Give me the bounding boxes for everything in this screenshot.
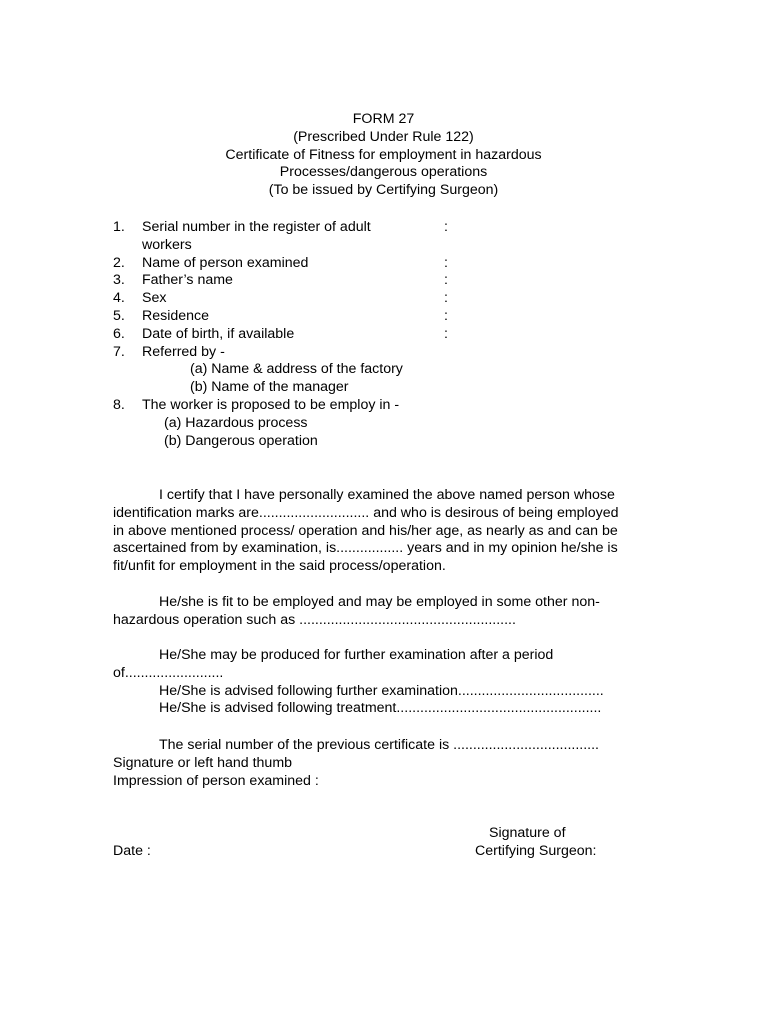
form-number: FORM 27 <box>352 111 415 127</box>
rule-reference: (Prescribed Under Rule 122) <box>293 128 474 145</box>
further-exam-paragraph <box>113 647 658 718</box>
paragraph-line: He/she is fit to be employed and may be employed in some other non- <box>159 594 600 610</box>
list-item <box>113 397 673 415</box>
paragraph-line: identification marks are............................ and who is desirous of being employed <box>113 504 619 521</box>
certificate-title-line2: Processes/dangerous operations <box>279 164 488 181</box>
sub-item-label: (a) Hazardous process <box>164 414 308 431</box>
sub-item-label: (b) Name of the manager <box>190 379 349 396</box>
list-item-continuation <box>113 237 673 255</box>
item-number: 4. <box>113 290 125 307</box>
signature-label: Signature of <box>489 825 566 841</box>
item-number: 6. <box>113 325 125 342</box>
certifying-surgeon-label: Certifying Surgeon: <box>475 843 597 859</box>
certificate-title-line1: Certificate of Fitness for employment in hazardous <box>225 146 542 163</box>
paragraph-line: He/She may be produced for further examination after a period <box>159 647 554 663</box>
form-items-list <box>113 219 673 450</box>
sub-item <box>113 433 673 451</box>
paragraph-line: I certify that I have personally examined the above named person whose <box>159 487 615 503</box>
item-number: 8. <box>113 396 125 413</box>
fit-other-paragraph <box>113 594 658 630</box>
thumb-signature-label: Signature or left hand thumb <box>113 754 293 771</box>
list-item <box>113 290 673 308</box>
item-colon: : <box>444 219 448 235</box>
item-label: Sex <box>142 290 167 307</box>
list-item <box>113 308 673 326</box>
list-item <box>113 219 673 237</box>
sub-item-label: (b) Dangerous operation <box>164 432 318 449</box>
item-colon: : <box>444 272 448 289</box>
item-number: 5. <box>113 307 125 324</box>
form-header <box>113 111 654 200</box>
item-colon: : <box>444 254 448 271</box>
paragraph-line: hazardous operation such as ....................................................... <box>113 611 516 628</box>
paragraph-line: in above mentioned process/ operation and his/her age, as nearly as and can be <box>113 522 618 539</box>
sub-item-label: (a) Name & address of the factory <box>190 361 403 378</box>
item-colon: : <box>444 307 448 324</box>
item-label: Serial number in the register of adult <box>142 219 371 235</box>
paragraph-line: fit/unfit for employment in the said process/operation. <box>113 558 446 575</box>
item-label-cont: workers <box>142 236 192 253</box>
item-colon: : <box>444 325 448 342</box>
list-item <box>113 272 673 290</box>
item-number: 2. <box>113 254 125 271</box>
item-label: Residence <box>142 307 210 324</box>
list-item <box>113 344 673 362</box>
paragraph-line: The serial number of the previous certificate is ..................................... <box>159 737 599 753</box>
item-label: Father’s name <box>142 272 233 289</box>
paragraph-line: He/She is advised following further examination..................................... <box>159 682 604 699</box>
item-label: Date of birth, if available <box>142 325 295 342</box>
item-colon: : <box>444 290 448 307</box>
paragraph-line: ascertained from by examination, is................. years and in my opinion he/she is <box>113 540 618 557</box>
sub-item <box>113 361 673 379</box>
item-label: Referred by - <box>142 343 225 360</box>
list-item <box>113 255 673 273</box>
item-number: 1. <box>113 219 125 235</box>
sub-item <box>113 415 673 433</box>
issuer-note: (To be issued by Certifying Surgeon) <box>268 182 499 199</box>
item-label: The worker is proposed to be employ in - <box>142 396 400 413</box>
list-item <box>113 326 673 344</box>
certification-paragraph <box>113 487 658 576</box>
item-number: 7. <box>113 343 125 360</box>
date-label: Date : <box>113 843 151 859</box>
sub-item <box>113 379 673 397</box>
paragraph-line: He/She is advised following treatment.................................................... <box>159 700 602 717</box>
impression-label: Impression of person examined : <box>113 772 319 789</box>
item-label: Name of person examined <box>142 254 309 271</box>
paragraph-line: of......................... <box>113 664 224 681</box>
serial-paragraph <box>113 737 658 790</box>
item-number: 3. <box>113 272 125 289</box>
